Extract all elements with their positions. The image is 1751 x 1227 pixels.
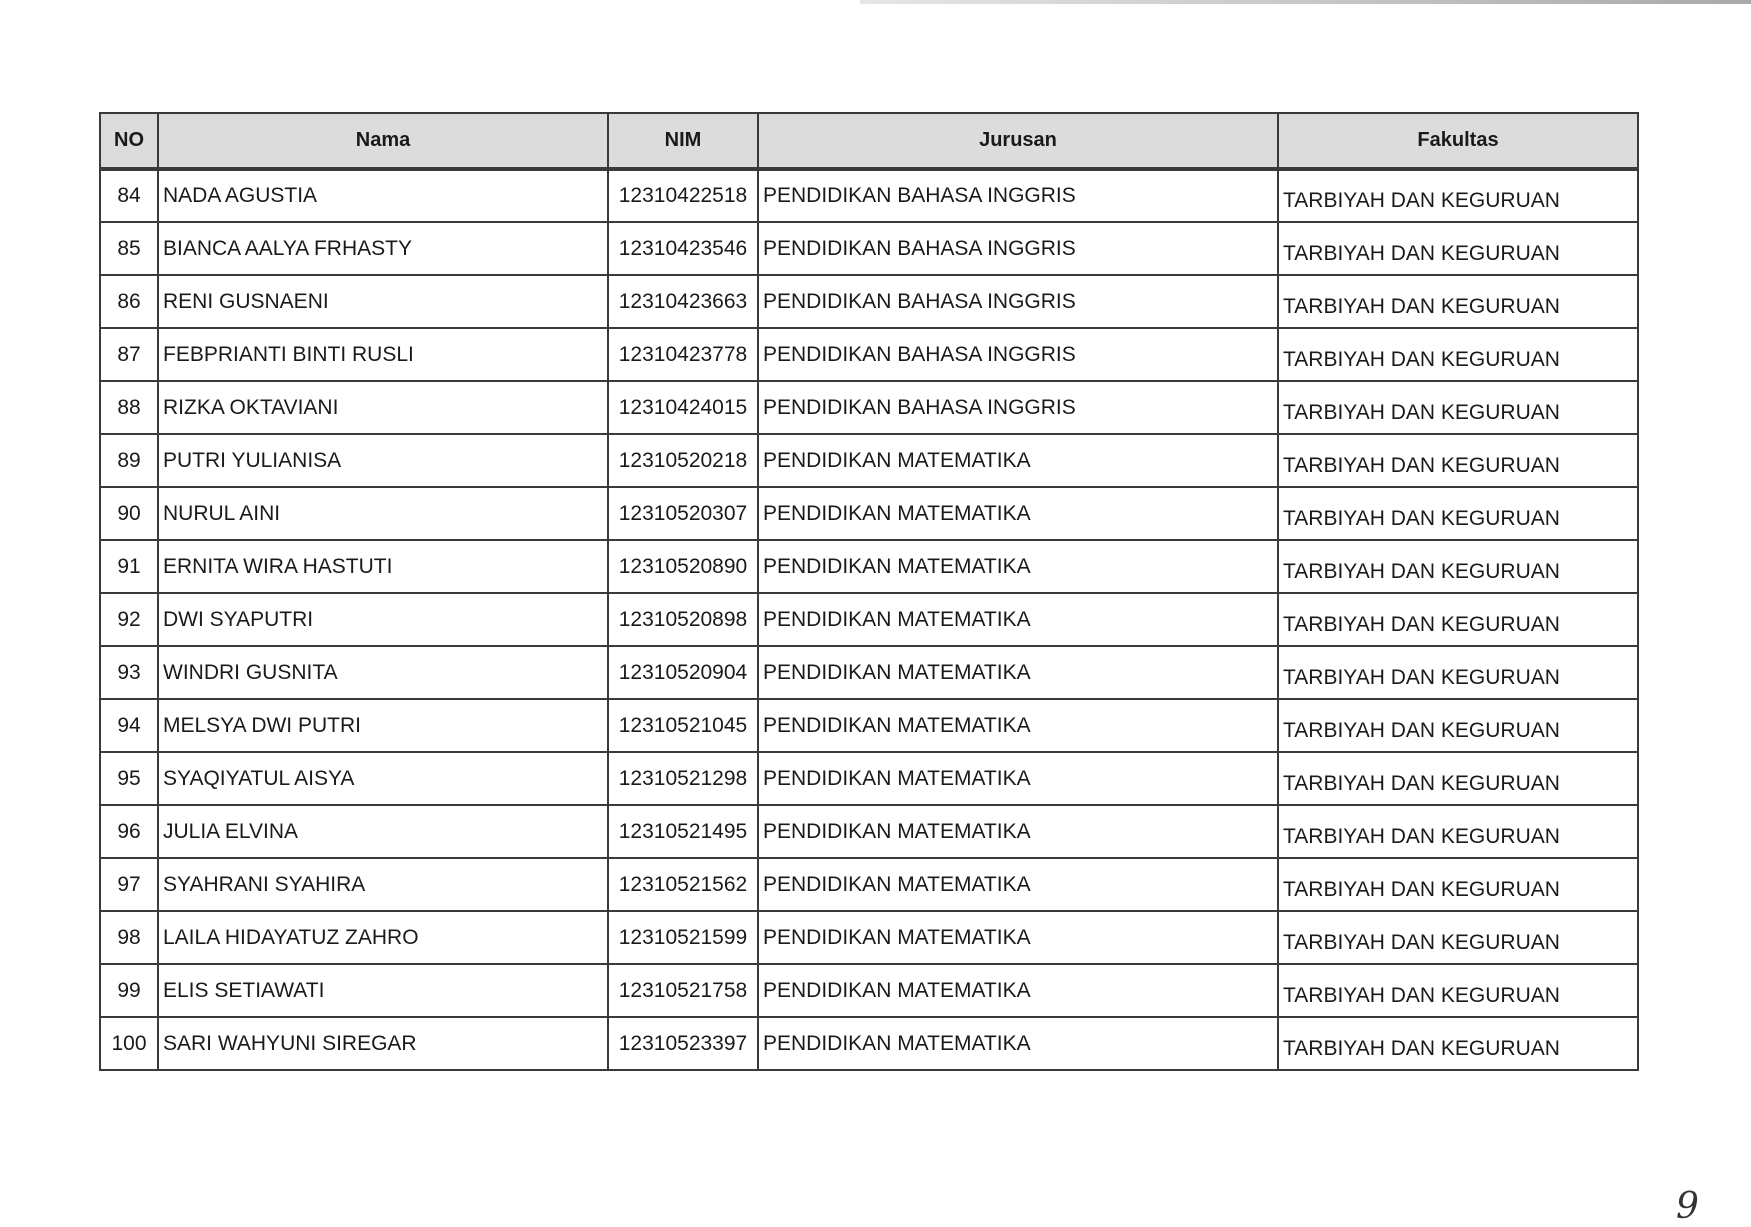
cell-nim: 12310520307 [608, 487, 758, 540]
cell-no: 95 [100, 752, 158, 805]
cell-no: 96 [100, 805, 158, 858]
cell-nim: 12310520898 [608, 593, 758, 646]
cell-no: 99 [100, 964, 158, 1017]
table-row [100, 964, 1638, 1017]
cell-nim: 12310521045 [608, 699, 758, 752]
cell-no: 84 [100, 169, 158, 222]
header-jurusan: Jurusan [758, 113, 1278, 169]
cell-no: 89 [100, 434, 158, 487]
cell-nama: SYAQIYATUL AISYA [158, 752, 608, 805]
header-nim: NIM [608, 113, 758, 169]
cell-nim: 12310423778 [608, 328, 758, 381]
cell-no: 94 [100, 699, 158, 752]
cell-fakultas: TARBIYAH DAN KEGURUAN [1278, 222, 1638, 275]
table-row [100, 328, 1638, 381]
cell-jurusan: PENDIDIKAN MATEMATIKA [758, 593, 1278, 646]
cell-jurusan: PENDIDIKAN BAHASA INGGRIS [758, 328, 1278, 381]
cell-no: 97 [100, 858, 158, 911]
cell-fakultas: TARBIYAH DAN KEGURUAN [1278, 540, 1638, 593]
cell-jurusan: PENDIDIKAN BAHASA INGGRIS [758, 169, 1278, 222]
page-number: 9 [1676, 1186, 1699, 1227]
cell-no: 98 [100, 911, 158, 964]
header-no: NO [100, 113, 158, 169]
cell-jurusan: PENDIDIKAN MATEMATIKA [758, 858, 1278, 911]
cell-no: 93 [100, 646, 158, 699]
cell-fakultas: TARBIYAH DAN KEGURUAN [1278, 328, 1638, 381]
cell-jurusan: PENDIDIKAN BAHASA INGGRIS [758, 381, 1278, 434]
cell-fakultas: TARBIYAH DAN KEGURUAN [1278, 646, 1638, 699]
cell-fakultas: TARBIYAH DAN KEGURUAN [1278, 593, 1638, 646]
cell-nama: RIZKA OKTAVIANI [158, 381, 608, 434]
cell-nim: 12310424015 [608, 381, 758, 434]
cell-jurusan: PENDIDIKAN MATEMATIKA [758, 540, 1278, 593]
table-row [100, 487, 1638, 540]
table-row [100, 540, 1638, 593]
cell-nim: 12310521599 [608, 911, 758, 964]
cell-jurusan: PENDIDIKAN MATEMATIKA [758, 487, 1278, 540]
cell-no: 85 [100, 222, 158, 275]
table-row [100, 381, 1638, 434]
cell-nim: 12310520218 [608, 434, 758, 487]
table-row [100, 805, 1638, 858]
cell-jurusan: PENDIDIKAN MATEMATIKA [758, 805, 1278, 858]
cell-nama: FEBPRIANTI BINTI RUSLI [158, 328, 608, 381]
cell-nim: 12310521298 [608, 752, 758, 805]
cell-nim: 12310423663 [608, 275, 758, 328]
cell-fakultas: TARBIYAH DAN KEGURUAN [1278, 911, 1638, 964]
cell-nim: 12310520890 [608, 540, 758, 593]
cell-jurusan: PENDIDIKAN MATEMATIKA [758, 1017, 1278, 1070]
table-row [100, 646, 1638, 699]
cell-nama: SARI WAHYUNI SIREGAR [158, 1017, 608, 1070]
cell-fakultas: TARBIYAH DAN KEGURUAN [1278, 434, 1638, 487]
cell-no: 100 [100, 1017, 158, 1070]
table-row [100, 858, 1638, 911]
header-fakultas: Fakultas [1278, 113, 1638, 169]
cell-no: 90 [100, 487, 158, 540]
cell-nim: 12310520904 [608, 646, 758, 699]
cell-nama: SYAHRANI SYAHIRA [158, 858, 608, 911]
cell-jurusan: PENDIDIKAN MATEMATIKA [758, 964, 1278, 1017]
cell-fakultas: TARBIYAH DAN KEGURUAN [1278, 858, 1638, 911]
cell-jurusan: PENDIDIKAN MATEMATIKA [758, 434, 1278, 487]
cell-nama: RENI GUSNAENI [158, 275, 608, 328]
cell-no: 92 [100, 593, 158, 646]
cell-no: 88 [100, 381, 158, 434]
cell-nim: 12310521495 [608, 805, 758, 858]
cell-nama: ELIS SETIAWATI [158, 964, 608, 1017]
cell-nama: NADA AGUSTIA [158, 169, 608, 222]
table-header-row [100, 113, 1638, 169]
cell-nim: 12310521758 [608, 964, 758, 1017]
table-row [100, 752, 1638, 805]
cell-nama: JULIA ELVINA [158, 805, 608, 858]
cell-nim: 12310523397 [608, 1017, 758, 1070]
cell-fakultas: TARBIYAH DAN KEGURUAN [1278, 699, 1638, 752]
cell-nama: MELSYA DWI PUTRI [158, 699, 608, 752]
cell-fakultas: TARBIYAH DAN KEGURUAN [1278, 1017, 1638, 1070]
cell-nim: 12310422518 [608, 169, 758, 222]
cell-nama: WINDRI GUSNITA [158, 646, 608, 699]
student-table [99, 112, 1639, 1071]
cell-jurusan: PENDIDIKAN MATEMATIKA [758, 911, 1278, 964]
cell-nama: BIANCA AALYA FRHASTY [158, 222, 608, 275]
cell-nama: ERNITA WIRA HASTUTI [158, 540, 608, 593]
cell-nim: 12310423546 [608, 222, 758, 275]
table-row [100, 275, 1638, 328]
table-row [100, 911, 1638, 964]
table-row [100, 699, 1638, 752]
cell-nama: DWI SYAPUTRI [158, 593, 608, 646]
cell-fakultas: TARBIYAH DAN KEGURUAN [1278, 169, 1638, 222]
table-row [100, 593, 1638, 646]
cell-nama: PUTRI YULIANISA [158, 434, 608, 487]
cell-fakultas: TARBIYAH DAN KEGURUAN [1278, 275, 1638, 328]
cell-fakultas: TARBIYAH DAN KEGURUAN [1278, 381, 1638, 434]
cell-jurusan: PENDIDIKAN MATEMATIKA [758, 646, 1278, 699]
table-row [100, 434, 1638, 487]
scan-edge-shadow [860, 0, 1751, 4]
table-row [100, 1017, 1638, 1070]
cell-fakultas: TARBIYAH DAN KEGURUAN [1278, 964, 1638, 1017]
cell-nama: LAILA HIDAYATUZ ZAHRO [158, 911, 608, 964]
cell-no: 87 [100, 328, 158, 381]
table-row [100, 222, 1638, 275]
cell-jurusan: PENDIDIKAN MATEMATIKA [758, 752, 1278, 805]
cell-fakultas: TARBIYAH DAN KEGURUAN [1278, 487, 1638, 540]
table-row [100, 169, 1638, 222]
cell-fakultas: TARBIYAH DAN KEGURUAN [1278, 805, 1638, 858]
cell-no: 91 [100, 540, 158, 593]
header-nama: Nama [158, 113, 608, 169]
cell-nama: NURUL AINI [158, 487, 608, 540]
cell-fakultas: TARBIYAH DAN KEGURUAN [1278, 752, 1638, 805]
cell-jurusan: PENDIDIKAN BAHASA INGGRIS [758, 275, 1278, 328]
cell-jurusan: PENDIDIKAN BAHASA INGGRIS [758, 222, 1278, 275]
cell-nim: 12310521562 [608, 858, 758, 911]
cell-no: 86 [100, 275, 158, 328]
cell-jurusan: PENDIDIKAN MATEMATIKA [758, 699, 1278, 752]
